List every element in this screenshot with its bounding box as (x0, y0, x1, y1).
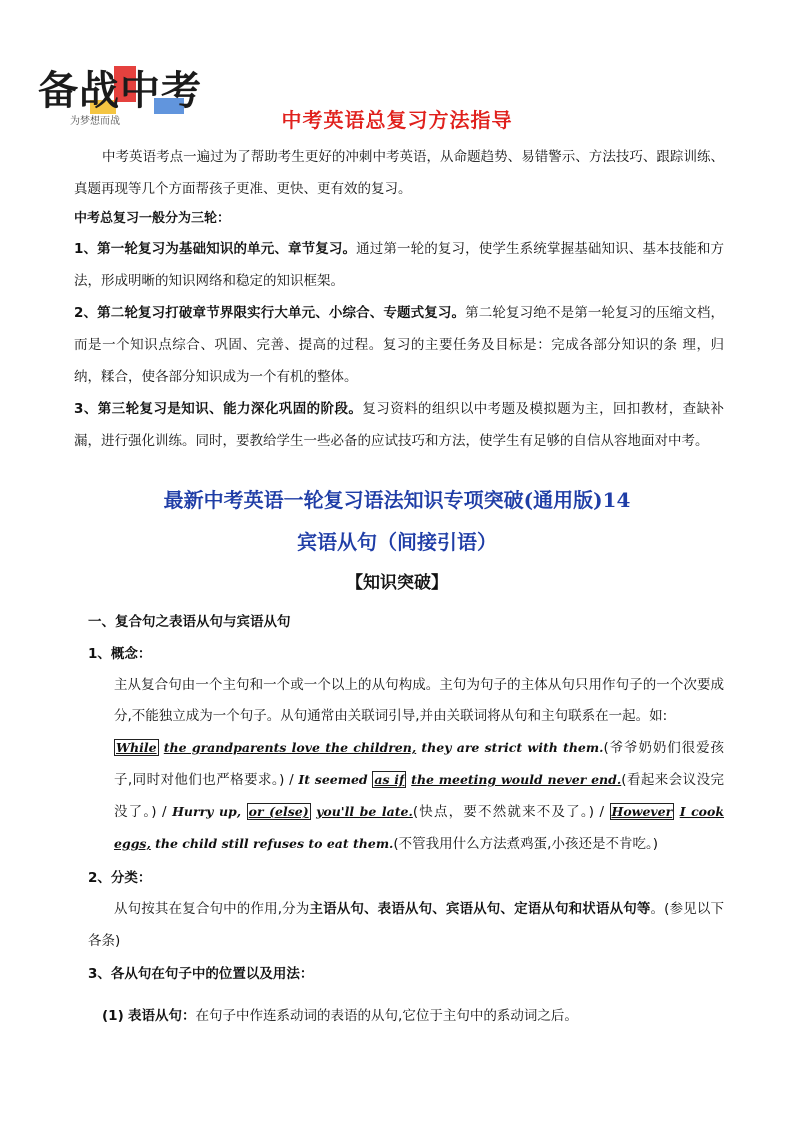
knowledge-label: 【知识突破】 (346, 573, 448, 593)
lesson-title: 最新中考英语一轮复习语法知识专项突破(通用版)14 (163, 488, 631, 512)
item-1-label: (1) (102, 1008, 124, 1024)
lesson-subtitle: 宾语从句（间接引语） (297, 530, 497, 554)
example-3-main: Hurry up, (172, 804, 242, 819)
item-1-bold: 表语从句： (128, 1008, 196, 1024)
round-3-bold: 3、第三轮复习是知识、能力深化巩固的阶段。 (74, 401, 363, 417)
classification-bold: 主语从句、表语从句、宾语从句、定语从句和状语从句等 (309, 901, 651, 917)
round-1-bold: 1、第一轮复习为基础知识的单元、章节复习。 (74, 241, 357, 257)
round-3 (74, 393, 724, 457)
round-2-bold: 2、第二轮复习打破章节界限实行大单元、小综合、专题式复习。 (74, 305, 466, 321)
classification-paragraph (88, 894, 724, 957)
round-2-text: 第二轮复习绝不是第一轮复习的压缩文档，而是一个知识点综合、巩固、完善、提高的过程。复习的主要任务及目标是：完成各部分知识的条 理，归纳，糅合，使各部分知识成为一个有机的整体。 (74, 305, 724, 385)
logo-text: 备战中考 (38, 68, 202, 114)
example-3-connector: or (else) (248, 804, 309, 819)
concept-paragraph (114, 670, 724, 860)
example-4-clause: I cook eggs, (114, 804, 725, 851)
intro-paragraph: 中考英语考点一遍过为了帮助考生更好的冲刺中考英语，从命题趋势、易错警示、方法技巧、跟踪训练、真题再现等几个方面帮孩子更准、更快、更有效的复习。 (74, 149, 724, 197)
item-1-text: 在句子中作连系动词的表语的从句,它位于主句中的系动词之后。 (195, 1008, 578, 1024)
example-4-connector: However (611, 804, 673, 819)
classification-heading: 2、分类： (88, 870, 152, 886)
example-1-main: they are strict with them. (421, 740, 604, 755)
round-1 (74, 233, 724, 297)
example-2-connector: as if (374, 772, 405, 787)
concept-heading: 1、概念： (88, 646, 152, 662)
example-2-main: It seemed (298, 772, 368, 787)
logo-subtext: 为梦想而战 (70, 116, 120, 127)
example-1-translation: (爷爷奶奶们很爱孩子,同时对他们也严格要求。) / (114, 740, 724, 788)
item-1 (102, 1001, 724, 1033)
example-4-main: the child still refuses to eat them. (155, 836, 394, 851)
example-3-clause: you'll be late. (316, 804, 413, 819)
main-title: 中考英语总复习方法指导 (281, 108, 513, 132)
position-heading: 3、各从句在句子中的位置以及用法： (88, 966, 314, 982)
example-2-translation: (看起来会议没完没了。) / (114, 772, 725, 820)
example-1-clause: the grandparents love the children, (163, 740, 417, 755)
example-2-clause: the meeting would never end. (411, 772, 622, 787)
rounds-heading: 中考总复习一般分为三轮： (74, 211, 231, 226)
concept-text: 主从复合句由一个主句和一个或一个以上的从句构成。主句为句子的主体从句只用作句子的一个次要成分,不能独立成为一个句子。从句通常由关联词引导,并由关联词将从句和主句联系在一起。如: (114, 677, 724, 724)
example-4-translation: (不管我用什么方法煮鸡蛋,小孩还是不肯吃。) (393, 836, 658, 852)
classification-post: 。(参见以下各条) (88, 901, 724, 949)
example-3-translation: (快点，要不然就来不及了。) / (412, 804, 605, 820)
round-3-text: 复习资料的组织以中考题及模拟题为主，回扣教材，查缺补漏，进行强化训练。同时，要教给学生一些必备的应试技巧和方法，使学生有足够的自信从容地面对中考。 (74, 401, 724, 449)
section-heading: 一、复合句之表语从句与宾语从句 (88, 614, 291, 630)
round-2 (74, 297, 724, 393)
example-1-connector: While (116, 740, 157, 755)
round-1-text: 通过第一轮的复习，使学生系统掌握基础知识、基本技能和方法，形成明晰的知识网络和稳定的知识框架。 (74, 241, 724, 289)
classification-pre: 从句按其在复合句中的作用,分为 (114, 901, 310, 917)
